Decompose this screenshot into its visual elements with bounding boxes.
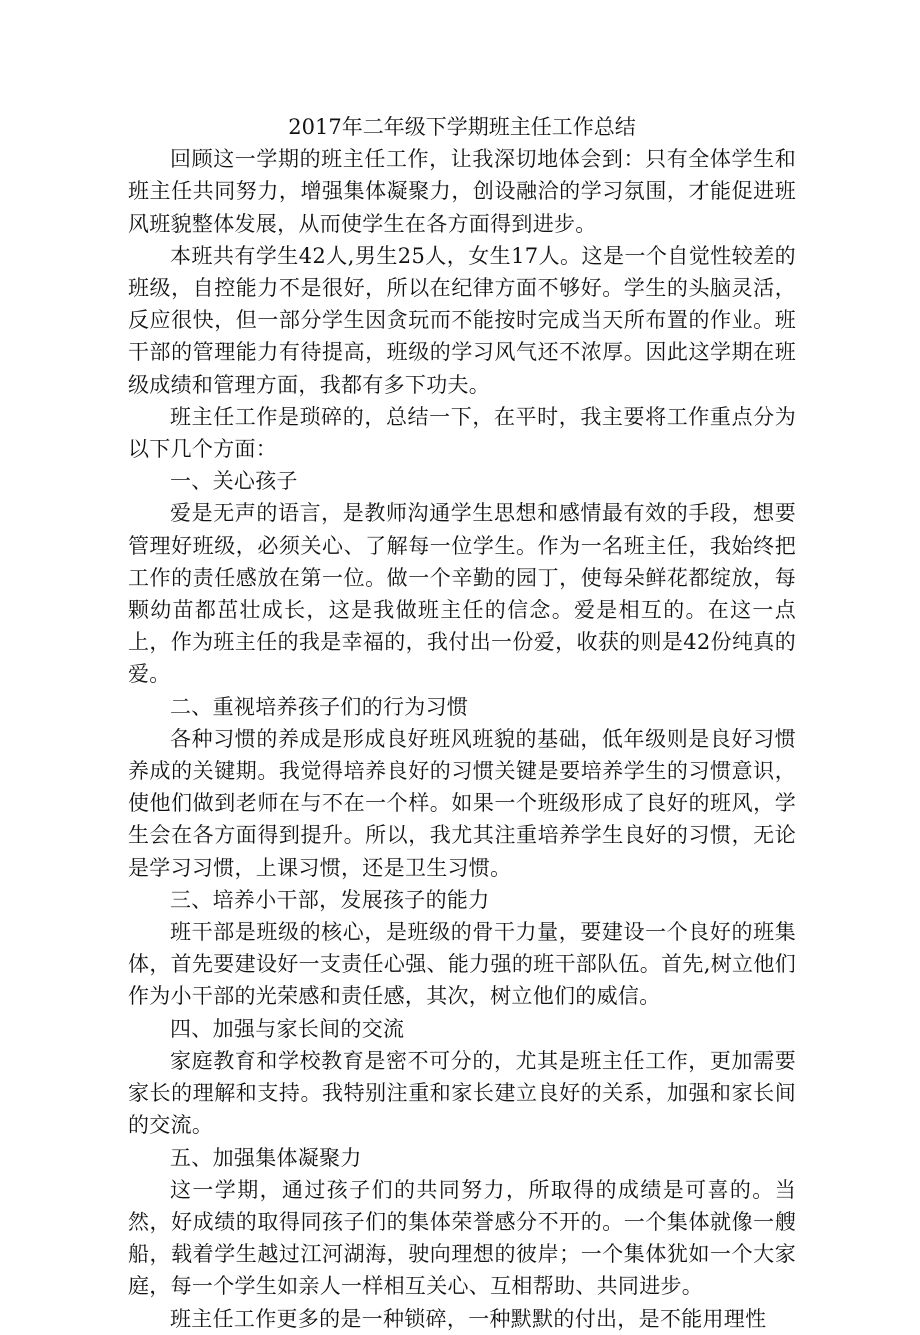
document-body (128, 111, 796, 1335)
closing-paragraph: 班主任工作更多的是一种锁碎，一种默默的付出，是不能用理性 (170, 1306, 767, 1331)
section-heading-1: 一、关心孩子 (170, 469, 298, 494)
section-body-5: 这一学期，通过孩子们的共同努力，所取得的成绩是可喜的。当然，好成绩的取得同孩子们的集体荣誉感分不开的。一个集体就像一艘船，载着学生越过江河湖海，驶向理想的彼岸；一个集体犹如一个大家庭，每一个学生如亲人一样相互关心、互相帮助、共同进步。 (128, 1177, 796, 1299)
section-heading-3: 三、培养小干部，发展孩子的能力 (170, 887, 490, 912)
section-body-2: 各种习惯的养成是形成良好班风班貌的基础，低年级则是良好习惯养成的关键期。我觉得培养良好的习惯关键是要培养学生的习惯意识，使他们做到老师在与不在一个样。如果一个班级形成了良好的班风，学生会在各方面得到提升。所以，我尤其注重培养学生良好的习惯，无论是学习习惯，上课习惯，还是卫生习惯。 (128, 726, 796, 880)
section-body-1: 爱是无声的语言，是教师沟通学生思想和感情最有效的手段，想要管理好班级，必须关心、了解每一位学生。作为一名班主任，我始终把工作的责任感放在第一位。做一个辛勤的园丁，使每朵鲜花都绽放，每颗幼苗都茁壮成长，这是我做班主任的信念。爱是相互的。在这一点上，作为班主任的我是幸福的，我付出一份爱，收获的则是42份纯真的爱。 (128, 501, 796, 687)
section-body-4: 家庭教育和学校教育是密不可分的，尤其是班主任工作，更加需要家长的理解和支持。我特别注重和家长建立良好的关系，加强和家长间的交流。 (128, 1048, 796, 1138)
document-title: 2017年二年级下学期班主任工作总结 (288, 115, 636, 139)
section-body-3: 班干部是班级的核心，是班级的骨干力量，要建设一个良好的班集体，首先要建设好一支责任心强、能力强的班干部队伍。首先,树立他们作为小干部的光荣感和责任感，其次，树立他们的威信。 (128, 920, 796, 1009)
intro-paragraph-3: 班主任工作是琐碎的，总结一下，在平时，我主要将工作重点分为以下几个方面： (128, 404, 796, 462)
intro-paragraph-1: 回顾这一学期的班主任工作，让我深切地体会到：只有全体学生和班主任共同努力，增强集体凝聚力，创设融洽的学习氛围，才能促进班风班貌整体发展，从而使学生在各方面得到进步。 (128, 147, 796, 236)
section-heading-2: 二、重视培养孩子们的行为习惯 (170, 694, 469, 719)
section-heading-4: 四、加强与家长间的交流 (170, 1016, 405, 1041)
section-heading-5: 五、加强集体凝聚力 (170, 1145, 362, 1170)
intro-paragraph-2: 本班共有学生42人,男生25人，女生17人。这是一个自觉性较差的班级，自控能力不是很好，所以在纪律方面不够好。学生的头脑灵活，反应很快，但一部分学生因贪玩而不能按时完成当天所布置的作业。班干部的管理能力有待提高，班级的学习风气还不浓厚。因此这学期在班级成绩和管理方面，我都有多下功夫。 (128, 243, 796, 397)
